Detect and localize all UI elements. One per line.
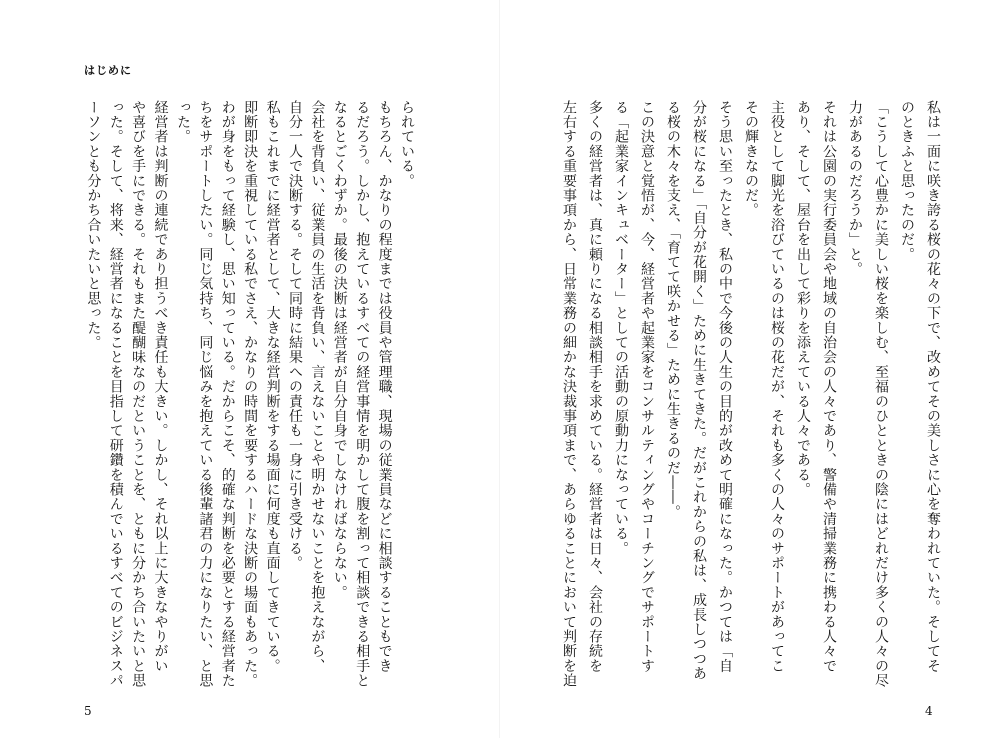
left-page: [84, 100, 420, 700]
text-line: 私もこれまでに経営者として、大きな経営判断をする場面に何度も直面してきている。: [264, 100, 281, 674]
text-line: 会社を背負い、従業員の生活を背負い、言えないことや明かせないことを抱えながら、: [309, 100, 326, 674]
text-line: 「こうして心豊かに美しい桜を楽しむ、至福のひとときの陰にはどれだけ多くの人々の尽: [873, 100, 889, 688]
text-line: もちろん、かなりの程度までは役員や管理職、現場の従業員などに相談することもでき: [376, 100, 393, 674]
text-line: られている。: [399, 100, 415, 189]
text-line: るだろう。しかし、抱えているすべての経営事情を明かして腹を割って相談できる相手と: [354, 100, 371, 688]
text-line: や喜びを手にできる。それもまた醍醐味なのだということを、ともに分かち合いたいと思: [130, 100, 147, 688]
gutter: [499, 0, 500, 738]
text-line: った。: [174, 100, 191, 145]
text-line: わが身をもって経験し、思い知っている。だからこそ、的確な判断を必要とする経営者た: [219, 100, 236, 688]
text-line: なるとごくわずか。最後の決断は経営者が自分自身でしなければならない。: [331, 100, 348, 600]
text-line: この決意と覚悟が、今、経営者や起業家をコンサルティングやコーチングでサポートす: [639, 100, 655, 674]
text-line: その輝きなのだ。: [743, 100, 759, 218]
text-line: 左右する重要事項から、日常業務の細かな決裁事項まで、あらゆることにおいて判断を迫: [561, 100, 577, 688]
text-line: それは公園の実行委員会や地域の自治会の人々であり、警備や清掃業務に携わる人々で: [821, 100, 837, 674]
text-line: 自分一人で決断する。そして同時に結果への責任も一身に引き受ける。: [286, 100, 303, 571]
text-line: あり、そして、屋台を出して彩りを添えている人々である。: [795, 100, 811, 497]
text-line: 多くの経営者は、真に頼りになる相談相手を求めている。経営者は日々、会社の存続を: [587, 100, 603, 674]
right-page: [556, 100, 946, 700]
text-line: る「起業家インキュベーター」としての活動の原動力になっている。: [613, 100, 629, 556]
page-number-left: 5: [84, 704, 92, 718]
page-number-right: 4: [925, 704, 933, 718]
text-line: 経営者は判断の連続であり担うべき責任も大きい。しかし、それ以上に大きなやりがい: [152, 100, 169, 674]
text-line: った。そして、将来、経営者になることを目指して研鑽を積んでいるすべてのビジネスパ: [107, 100, 124, 688]
text-line: ーソンとも分かち合いたいと思った。: [85, 100, 102, 350]
text-line: そう思い至ったとき、私の中で今後の人生の目的が改めて明確になった。かつては「自: [717, 100, 733, 674]
text-line: る桜の木々を支え、「育てて咲かせる」ために生きるのだ――。: [665, 100, 681, 520]
text-line: 私は一面に咲き誇る桜の花々の下で、改めてその美しさに心を奪われていた。そしてそ: [925, 100, 941, 674]
text-line: のときふと思ったのだ。: [899, 100, 915, 262]
text-line: 即断即決を重視している私でさえ、かなりの時間を要するハードな決断の場面もあった。: [242, 100, 259, 688]
text-line: 主役として脚光を浴びているのは桜の花だが、それも多くの人々のサポートがあってこ: [769, 100, 785, 674]
chapter-header: はじめに: [84, 64, 132, 77]
text-line: ちをサポートしたい。同じ気持ち、同じ悩みを抱えている後輩諸君の力になりたい、と思: [197, 100, 214, 688]
text-line: 分が桜になる」「自分が花開く」ために生きてきた。だがこれからの私は、成長しつつあ: [691, 100, 707, 681]
text-line: 力があるのだろうか」と。: [847, 100, 863, 277]
